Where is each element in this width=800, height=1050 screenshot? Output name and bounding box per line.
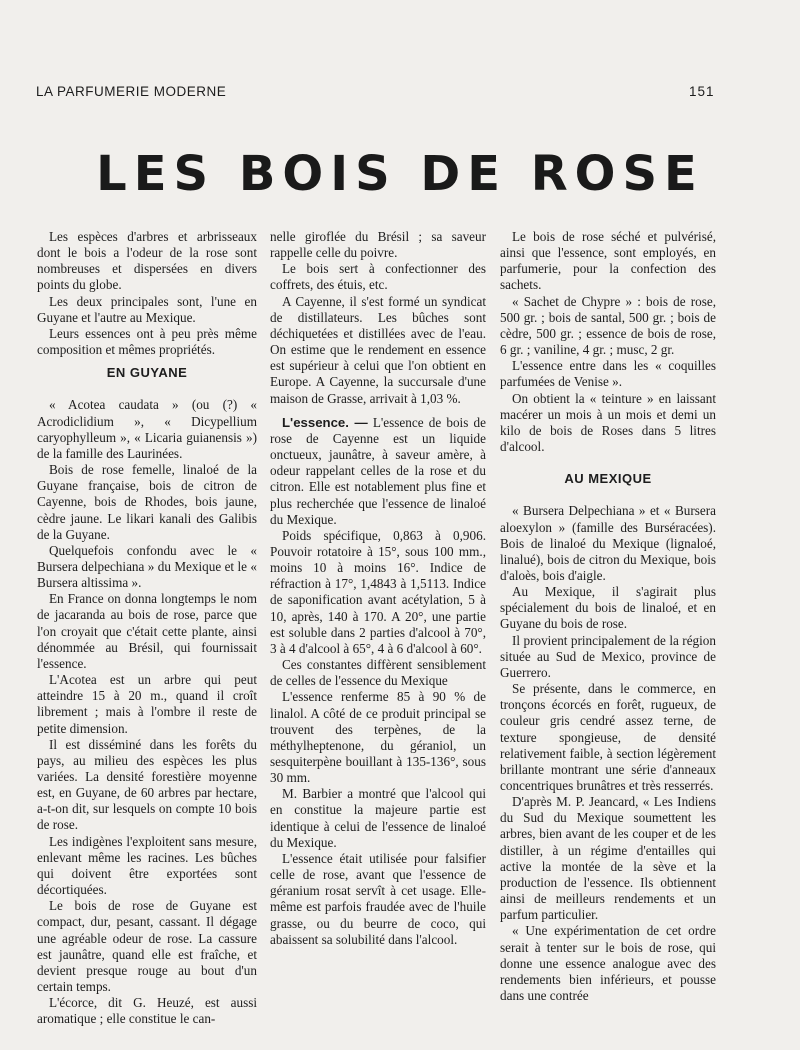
paragraph: Il provient principalement de la région située au Sud de Mexico, province de Guerrero. xyxy=(500,632,716,680)
paragraph: « Sachet de Chypre » : bois de rose, 500 gr. ; bois de santal, 500 gr. ; bois de cèdre, 500 gr. ; essence de bois de rose, 6 gr. ; vaniline, 4 gr. ; musc, 2 gr. xyxy=(500,293,716,358)
paragraph: L'écorce, dit G. Heuzé, est aussi aromatique ; elle constitue le can- xyxy=(37,995,257,1027)
running-title: LA PARFUMERIE MODERNE xyxy=(36,84,227,99)
paragraph: Le bois de rose séché et pulvérisé, ainsi que l'essence, sont employés, en parfumerie, pour la confection des sachets. xyxy=(500,229,716,293)
paragraph: A Cayenne, il s'est formé un syndicat de distillateurs. Les bûches sont déchiquetées et distillées avec de l'eau. On estime que le rendement en essence est supérieur à celui que l'on obtient en Europe. A Cayenne, la succursale d'une maison de Grasse, arrivait à 1,03 %. xyxy=(270,293,486,406)
paragraph: Il est disséminé dans les forêts du pays, au milieu des espèces les plus variées. La densité forestière moyenne est, en Guyane, de 60 arbres par hectare, a-t-on dit, sur lesquels on compte 10 bois de rose. xyxy=(37,736,257,833)
text-column-2 xyxy=(270,229,486,948)
paragraph: Leurs essences ont à peu près même composition et mêmes propriétés. xyxy=(37,325,257,358)
paragraph: Le bois de rose de Guyane est compact, dur, pesant, cassant. Il dégage une agréable odeur de rose. La cassure est jaunâtre, quand elle est fraîche, et devient presque rouge au bout d'un certain temps. xyxy=(37,898,257,995)
article-title: LES BOIS DE ROSE xyxy=(96,146,704,202)
paragraph: Se présente, dans le commerce, en tronçons écorcés en forêt, rugueux, de couleur gris cendré assez terne, de texture spongieuse, de densité relativement faible, à section légèrement brillante montrant une série d'anneaux concentriques brunâtres et très resserrés. xyxy=(500,681,716,793)
text-column-3 xyxy=(500,229,716,1004)
page-number: 151 xyxy=(689,84,715,99)
paragraph: Bois de rose femelle, linaloé de la Guyane française, bois de citron de Cayenne, bois de Rhodes, bois jaune, cèdre jaune. Le likari kanali des Galibis de la Guyane. xyxy=(37,462,257,542)
paragraph: En France on donna longtemps le nom de jacaranda au bois de rose, parce que l'on croyait que c'était cette plante, ainsi dénommée au Brésil, qui fournissait l'essence. xyxy=(37,591,257,671)
lead-in: L'essence. — xyxy=(282,414,368,430)
paragraph: L'essence entre dans les « coquilles parfumées de Venise ». xyxy=(500,358,716,390)
paragraph: L'essence renferme 85 à 90 % de linalol. A côté de ce produit principal se trouvent des terpènes, de la méthylheptenone, du géraniol, un sesquiterpène bouillant à 135-136°, sous 30 mm. xyxy=(270,689,486,786)
paragraph: M. Barbier a montré que l'alcool qui en constitue la majeure partie est identique à celui de l'essence de linaloé du Mexique. xyxy=(270,786,486,850)
paragraph-essence xyxy=(270,415,486,528)
paragraph: Le bois sert à confectionner des coffrets, des étuis, etc. xyxy=(270,261,486,293)
paragraph: « Une expérimentation de cet ordre serait à tenter sur le bois de rose, qui donne une essence analogue avec des rendements bien inférieurs, et pousse dans une contrée xyxy=(500,923,716,1004)
paragraph: Les espèces d'arbres et arbrisseaux dont le bois a l'odeur de la rose sont nombreuses et dispersées en divers points du globe. xyxy=(37,229,257,293)
paragraph: Les deux principales sont, l'une en Guyane et l'autre au Mexique. xyxy=(37,293,257,325)
paragraph: L'Acotea est un arbre qui peut atteindre 15 à 20 m., quand il croît librement ; mais à l'ombre il reste de petite dimension. xyxy=(37,672,257,736)
paragraph: « Bursera Delpechiana » et « Bursera aloexylon » (famille des Burséracées). Bois de linaloé du Mexique (lignaloé, linalué), bois de citron du Mexique, bois d'aloès, bois d'aigle. xyxy=(500,503,716,583)
paragraph: « Acotea caudata » (ou (?) « Acrodiclidium », « Dicypellium caryophylleum », « Licaria guianensis ») de la famille des Laurinées. xyxy=(37,397,257,461)
paragraph: nelle giroflée du Brésil ; sa saveur rappelle celle du poivre. xyxy=(270,229,486,261)
paragraph: Au Mexique, il s'agirait plus spécialement du bois de linaloé, et en Guyane du bois de rose. xyxy=(500,584,716,632)
paragraph: Les indigènes l'exploitent sans mesure, enlevant même les racines. Les bûches qui doivent être exportées sont décortiquées. xyxy=(37,833,257,898)
paragraph: Quelquefois confondu avec le « Bursera delpechiana » du Mexique et le « Bursera altissima ». xyxy=(37,542,257,591)
paragraph-text: L'essence de bois de rose de Cayenne est un liquide onctueux, jaunâtre, à saveur amère, à odeur rappelant celles de la rose et du citron. Elle est notablement plus fine et plus recherchée que l'essence de linaloé du Mexique. xyxy=(270,414,486,527)
text-column-1 xyxy=(37,229,257,1028)
section-heading-guyane: EN GUYANE xyxy=(106,365,188,381)
section-heading-mexique: AU MEXIQUE xyxy=(564,471,652,487)
paragraph: Poids spécifique, 0,863 à 0,906. Pouvoir rotatoire à 15°, sous 100 mm., moins 10 à moins 16°. Indice de réfraction à 17°, 1,4843 à 1,5113. Indice de saponification avant acétylation, 5 à 10, après, 140 à 170. A 20°, une partie est soluble dans 2 parties d'alcool à 70°, 3 à 4 d'alcool à 65°, 4 à 6 d'alcool à 60°. xyxy=(270,527,486,656)
paragraph: Ces constantes diffèrent sensiblement de celles de l'essence du Mexique xyxy=(270,657,486,689)
paragraph: On obtient la « teinture » en laissant macérer un mois à un mois et demi un kilo de bois de Roses dans 5 litres d'alcool. xyxy=(500,390,716,455)
paragraph: L'essence était utilisée pour falsifier celle de rose, avant que l'essence de géranium rosat servît à cet usage. Elle-même est parfois fraudée avec de l'huile grasse, ou du beurre de coco, qui abaissent sa solubilité dans l'alcool. xyxy=(270,850,486,947)
paragraph: D'après M. P. Jeancard, « Les Indiens du Sud du Mexique soumettent les arbres, bien avant de les couper et de les distiller, à un régime d'entailles qui active la montée de la sève et la production de l'essence. Ils obtiennent ainsi de meilleurs rendements et un parfum particulier. xyxy=(500,794,716,923)
